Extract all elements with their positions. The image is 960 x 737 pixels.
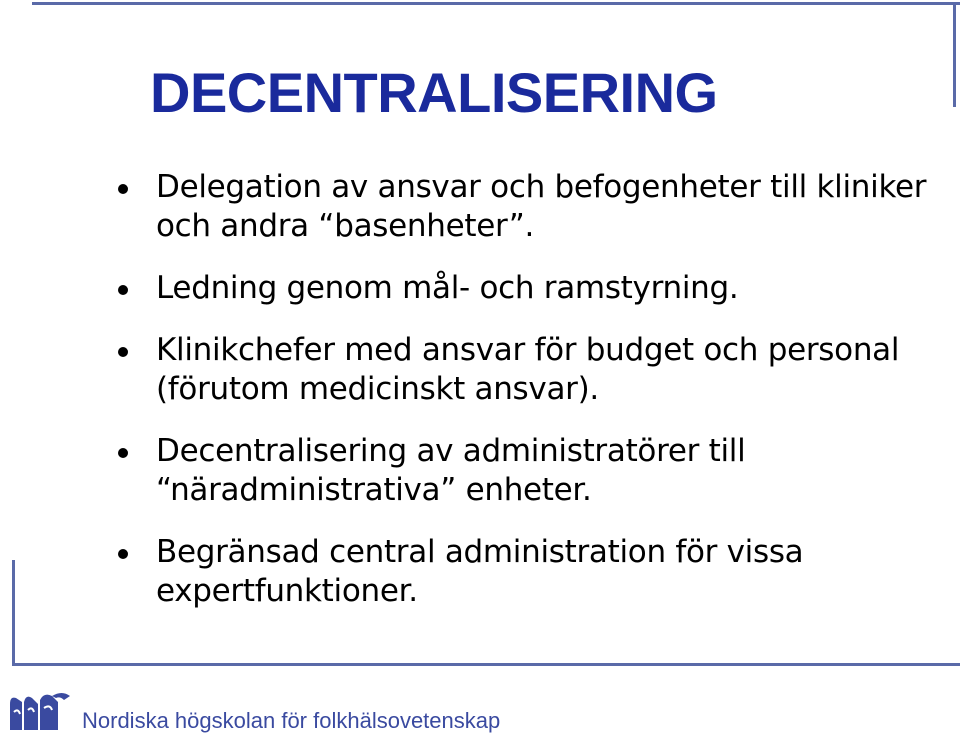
bullet-item — [116, 269, 936, 308]
bullet-text: Begränsad central administration för vissa expertfunktioner. — [156, 534, 804, 609]
left-frame-line — [12, 560, 15, 666]
bullet-dot-icon — [118, 184, 128, 194]
bullet-item — [116, 533, 936, 611]
bullet-list — [116, 168, 936, 634]
bullet-dot-icon — [118, 347, 128, 357]
bullet-dot-icon — [118, 549, 128, 559]
bullet-text: Delegation av ansvar och befogenheter till kliniker och andra “basenheter”. — [156, 169, 927, 244]
bullet-item — [116, 168, 936, 246]
bullet-dot-icon — [118, 448, 128, 458]
bullet-text: Decentralisering av administratörer till “näradministrativa” enheter. — [156, 433, 746, 508]
bullet-item — [116, 331, 936, 409]
footer-organization-name: Nordiska högskolan för folkhälsovetenskap — [82, 708, 501, 733]
top-frame-line — [32, 2, 960, 5]
bullet-text: Ledning genom mål- och ramstyrning. — [156, 270, 739, 306]
bottom-frame-line — [12, 663, 960, 666]
bullet-dot-icon — [118, 285, 128, 295]
right-frame-line — [953, 2, 956, 107]
nhv-logo-icon — [8, 690, 74, 732]
slide-title: DECENTRALISERING — [150, 61, 718, 124]
bullet-item — [116, 432, 936, 510]
bullet-text: Klinikchefer med ansvar för budget och personal (förutom medicinskt ansvar). — [156, 332, 900, 407]
